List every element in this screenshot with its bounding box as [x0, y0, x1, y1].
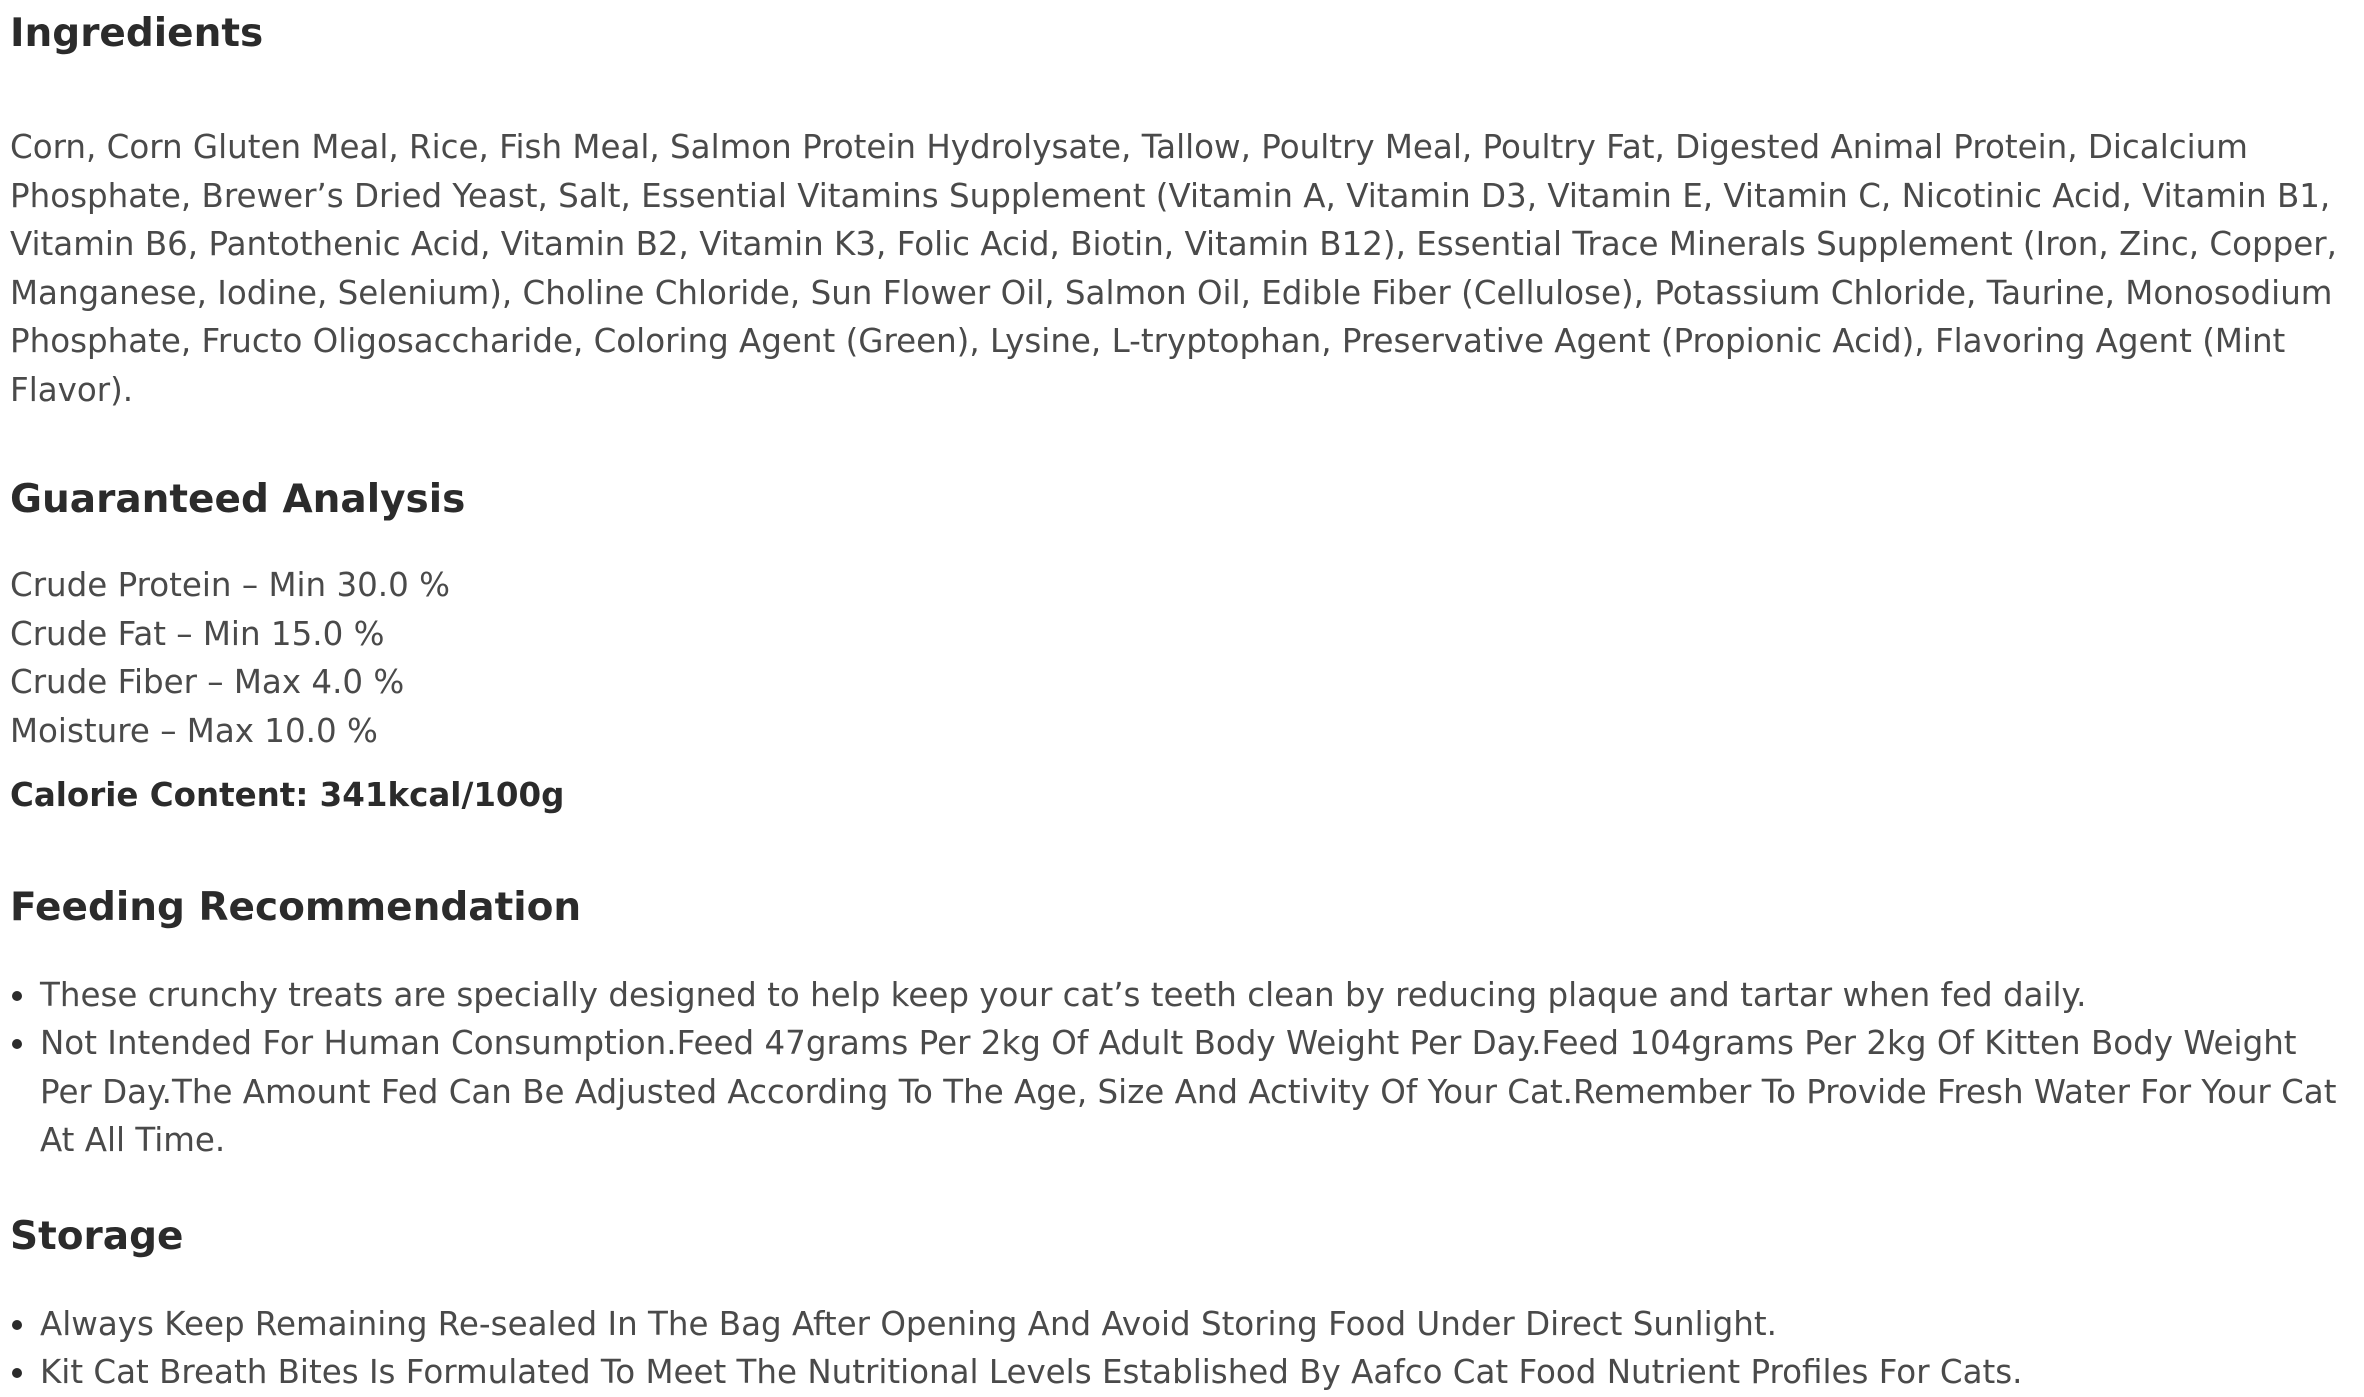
guaranteed-analysis-heading: Guaranteed Analysis	[10, 477, 466, 522]
ingredients-text: Corn, Corn Gluten Meal, Rice, Fish Meal, Salmon Protein Hydrolysate, Tallow, Poultry Meal, Poultry Fat, Digested Animal Protein, Dicalcium Phosphate, Brewer’s Dried Yeast, Salt, Essential Vitamins Supplement (Vitamin A, Vitamin D3, Vitamin E, Vitamin C, Nicotinic Acid, Vitamin B1, Vitamin B6, Pantothenic Acid, Vitamin B2, Vitamin K3, Folic Acid, Biotin, Vitamin B12), Essential Trace Minerals Supplement (Iron, Zinc, Copper, Manganese, Iodine, Selenium), Choline Chloride, Sun Flower Oil, Salmon Oil, Edible Fiber (Cellulose), Potassium Chloride, Taurine, Monosodium Phosphate, Fructo Oligosaccharide, Coloring Agent (Green), Lysine, L-tryptophan, Preservative Agent (Propionic Acid), Flavoring Agent (Mint Flavor).	[10, 128, 2337, 409]
analysis-item-crude-protein: Crude Protein – Min 30.0 %	[10, 566, 451, 604]
guaranteed-analysis-list	[10, 561, 2356, 755]
list-item: Not Intended For Human Consumption.Feed 47grams Per 2kg Of Adult Body Weight Per Day.Feed 104grams Per 2kg Of Kitten Body Weight Per Day.The Amount Fed Can Be Adjusted According To The Age, Size And Activity Of Your Cat.Remember To Provide Fresh Water For Your Cat At All Time.	[40, 1019, 2356, 1165]
list-item: Kit Cat Breath Bites Is Formulated To Meet The Nutritional Levels Established By Aafco Cat Food Nutrient Profiles For Cats.	[40, 1348, 2356, 1397]
storage-list	[10, 1300, 2356, 1397]
ingredients-heading: Ingredients	[10, 11, 264, 56]
feeding-recommendation-heading: Feeding Recommendation	[10, 884, 582, 930]
feeding-recommendation-list	[10, 971, 2356, 1165]
analysis-item-moisture: Moisture – Max 10.0 %	[10, 711, 378, 750]
list-item: Always Keep Remaining Re-sealed In The Bag After Opening And Avoid Storing Food Under Direct Sunlight.	[40, 1300, 2356, 1349]
list-item: These crunchy treats are specially designed to help keep your cat’s teeth clean by reducing plaque and tartar when fed daily.	[40, 971, 2356, 1020]
analysis-item-crude-fat: Crude Fat – Min 15.0 %	[10, 614, 385, 653]
storage-heading: Storage	[10, 1213, 184, 1259]
analysis-item-crude-fiber: Crude Fiber – Max 4.0 %	[10, 663, 405, 701]
calorie-content: Calorie Content: 341kcal/100g	[10, 776, 565, 814]
